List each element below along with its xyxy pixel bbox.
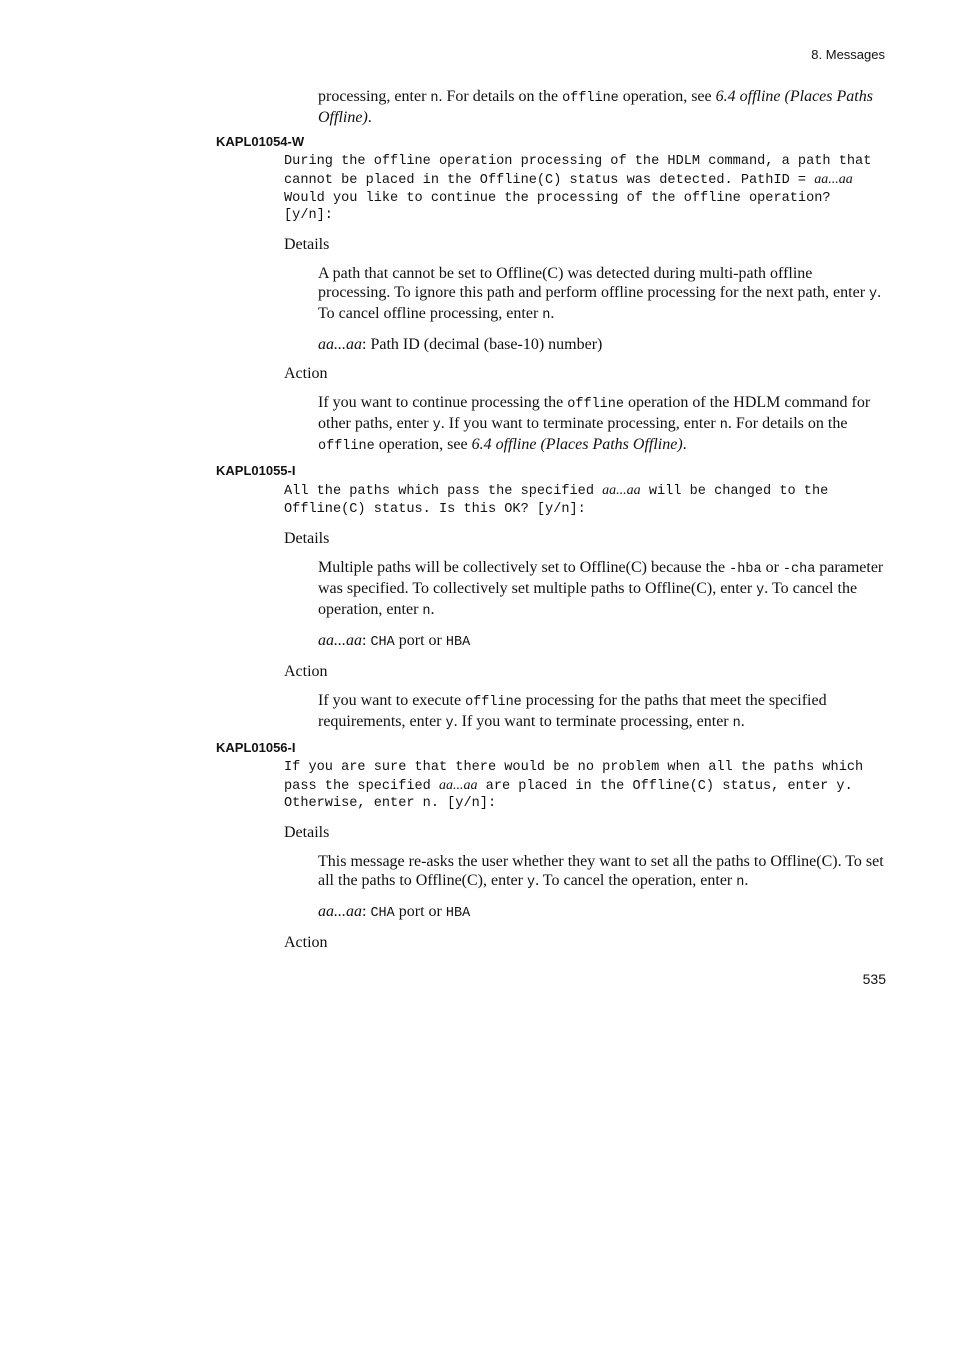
page-number: 535 xyxy=(862,971,886,987)
variable-description: aa...aa: CHA port or HBA xyxy=(318,631,471,650)
message-text: During the offline operation processing of the HDLM command, a path that cannot be placed in the Offline(C) status was detected. PathID = aa...aa Would you like to continue the processing of the offline operation? [y/n]: xyxy=(284,154,872,224)
cross-reference: 6.4 offline (Places Paths Offline) xyxy=(471,436,683,454)
variable-description: aa...aa: CHA port or HBA xyxy=(318,903,471,922)
details-paragraph: Multiple paths will be collectively set to Offline(C) because the -hba or -cha parameter was specified. To collectively set multiple paths to Offline(C), enter y. To cancel the operation, enter n. xyxy=(318,558,884,619)
message-id: KAPL01056-I xyxy=(216,739,296,755)
message-id: KAPL01055-I xyxy=(216,463,296,479)
cross-reference: 6.4 offline (Places Paths Offline) xyxy=(318,88,873,126)
intro-paragraph: processing, enter n. For details on the offline operation, see 6.4 offline (Places Paths Offline). xyxy=(318,88,873,126)
details-paragraph: A path that cannot be set to Offline(C) was detected during multi-path offline processing. To ignore this path and perform offline processing for the next path, enter y. To cancel offline processing, enter n. xyxy=(318,265,882,324)
details-paragraph: This message re-asks the user whether they want to set all the paths to Offline(C). To set all the paths to Offline(C), enter y. To cancel the operation, enter n. xyxy=(318,853,884,891)
message-text: All the paths which pass the specified aa...aa will be changed to the Offline(C) status. Is this OK? [y/n]: xyxy=(284,483,829,517)
running-header: 8. Messages xyxy=(811,47,885,62)
variable-description: aa...aa: Path ID (decimal (base-10) number) xyxy=(318,336,603,354)
action-heading: Action xyxy=(284,662,328,680)
details-heading: Details xyxy=(284,824,330,842)
action-paragraph: If you want to continue processing the offline operation of the HDLM command for other paths, enter y. If you want to terminate processing, enter n. For details on the offline operation, see 6.4 offline (Places Paths Offline). xyxy=(318,394,871,455)
action-heading: Action xyxy=(284,934,328,952)
action-heading: Action xyxy=(284,365,328,383)
details-heading: Details xyxy=(284,236,330,254)
page-body xyxy=(0,87,954,952)
action-paragraph: If you want to execute offline processing for the paths that meet the specified requirements, enter y. If you want to terminate processing, enter n. xyxy=(318,691,827,731)
message-id: KAPL01054-W xyxy=(216,134,305,149)
details-heading: Details xyxy=(284,529,330,547)
message-text: If you are sure that there would be no problem when all the paths which pass the specified aa...aa are placed in the Offline(C) status, enter y. Otherwise, enter n. [y/n]: xyxy=(284,759,864,812)
